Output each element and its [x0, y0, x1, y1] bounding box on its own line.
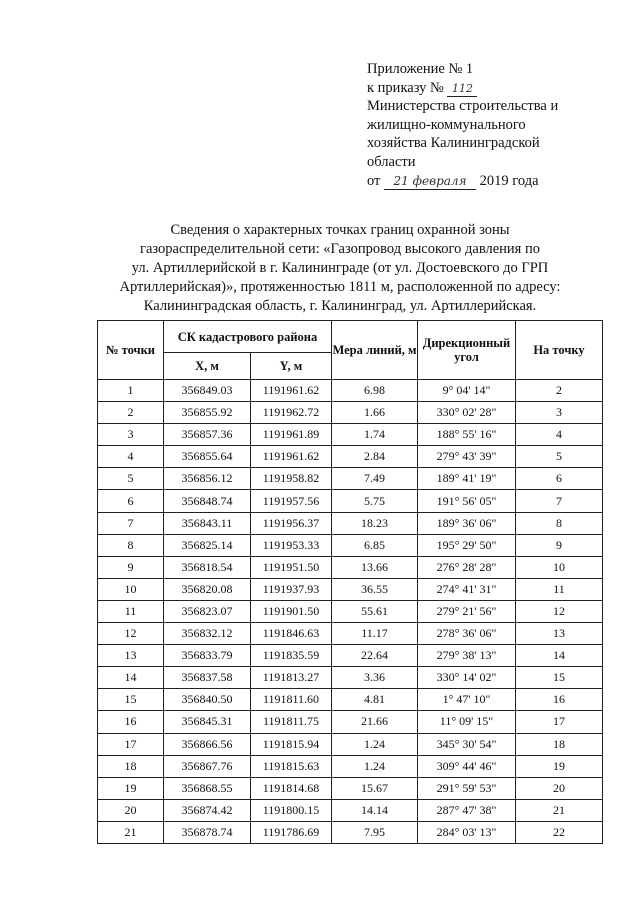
cell-direction-angle: 279° 38' 13": [418, 645, 516, 667]
cell-direction-angle: 195° 29' 50": [418, 534, 516, 556]
cell-point-number: 3: [98, 424, 164, 446]
annex-ministry-line-3: хозяйства Калининградской: [367, 135, 540, 152]
cell-line-length: 5.75: [332, 490, 418, 512]
cell-x: 356825.14: [164, 534, 251, 556]
cell-point-number: 9: [98, 556, 164, 578]
header-sk-district: СК кадастрового района: [164, 321, 332, 353]
cell-point-number: 2: [98, 402, 164, 424]
cell-to-point: 15: [516, 667, 603, 689]
heading-line-1: Сведения о характерных точках границ охранной зоны: [170, 222, 510, 238]
header-line-length: Мера линий, м: [332, 321, 418, 380]
table-row: [98, 578, 603, 600]
cell-to-point: 22: [516, 821, 603, 843]
cell-to-point: 12: [516, 600, 603, 622]
cell-x: 356878.74: [164, 821, 251, 843]
table-row: [98, 446, 603, 468]
cell-y: 1191815.63: [251, 755, 332, 777]
cell-y: 1191953.33: [251, 534, 332, 556]
cell-to-point: 19: [516, 755, 603, 777]
annex-title: Приложение № 1: [367, 61, 474, 77]
table-row: [98, 600, 603, 622]
cell-direction-angle: 330° 14' 02": [418, 667, 516, 689]
cell-direction-angle: 287° 47' 38": [418, 799, 516, 821]
cell-direction-angle: 11° 09' 15": [418, 711, 516, 733]
cell-x: 356843.11: [164, 512, 251, 534]
cell-y: 1191951.50: [251, 556, 332, 578]
cell-line-length: 6.98: [332, 380, 418, 402]
heading-line-5: Калининградская область, г. Калининград, ул. Артиллерийская.: [143, 298, 537, 314]
cell-point-number: 5: [98, 468, 164, 490]
cell-to-point: 7: [516, 490, 603, 512]
table-row: [98, 512, 603, 534]
cell-x: 356837.58: [164, 667, 251, 689]
cell-line-length: 14.14: [332, 799, 418, 821]
table-row: [98, 667, 603, 689]
cell-y: 1191814.68: [251, 777, 332, 799]
cell-line-length: 2.84: [332, 446, 418, 468]
table-row: [98, 755, 603, 777]
header-to-point: На точку: [516, 321, 603, 380]
cell-y: 1191962.72: [251, 402, 332, 424]
cell-direction-angle: 188° 55' 16": [418, 424, 516, 446]
cell-direction-angle: 189° 36' 06": [418, 512, 516, 534]
cell-y: 1191835.59: [251, 645, 332, 667]
cell-y: 1191956.37: [251, 512, 332, 534]
cell-line-length: 1.74: [332, 424, 418, 446]
table-row: [98, 380, 603, 402]
cell-y: 1191786.69: [251, 821, 332, 843]
cell-point-number: 20: [98, 799, 164, 821]
cell-direction-angle: 330° 02' 28": [418, 402, 516, 424]
cell-line-length: 13.66: [332, 556, 418, 578]
header-y: Y, м: [251, 353, 332, 380]
cell-to-point: 21: [516, 799, 603, 821]
order-number-handwritten: 112: [447, 81, 477, 97]
cell-x: 356833.79: [164, 645, 251, 667]
cell-direction-angle: 309° 44' 46": [418, 755, 516, 777]
cell-direction-angle: 345° 30' 54": [418, 733, 516, 755]
cell-point-number: 11: [98, 600, 164, 622]
cell-x: 356856.12: [164, 468, 251, 490]
annex-ministry-line-1: Министерства строительства и: [367, 98, 559, 115]
cell-x: 356845.31: [164, 711, 251, 733]
cell-line-length: 21.66: [332, 711, 418, 733]
table-row: [98, 733, 603, 755]
cell-y: 1191811.75: [251, 711, 332, 733]
cell-y: 1191846.63: [251, 623, 332, 645]
cell-y: 1191957.56: [251, 490, 332, 512]
header-point-number: № точки: [98, 321, 164, 380]
cell-line-length: 1.66: [332, 402, 418, 424]
cell-direction-angle: 279° 43' 39": [418, 446, 516, 468]
annex-date-prefix: от: [367, 172, 381, 189]
header-x: X, м: [164, 353, 251, 380]
cell-x: 356849.03: [164, 380, 251, 402]
annex-ministry-line-4: области: [367, 153, 416, 170]
cell-line-length: 7.49: [332, 468, 418, 490]
cell-to-point: 14: [516, 645, 603, 667]
cell-point-number: 19: [98, 777, 164, 799]
annex-date-line: [367, 172, 617, 191]
cell-direction-angle: 1° 47' 10": [418, 689, 516, 711]
cell-point-number: 7: [98, 512, 164, 534]
table-row: [98, 556, 603, 578]
annex-block: [367, 60, 617, 190]
cell-direction-angle: 291° 59' 53": [418, 777, 516, 799]
cell-direction-angle: 276° 28' 28": [418, 556, 516, 578]
cell-point-number: 10: [98, 578, 164, 600]
table-row: [98, 490, 603, 512]
cell-line-length: 11.17: [332, 623, 418, 645]
cell-x: 356855.92: [164, 402, 251, 424]
cell-point-number: 12: [98, 623, 164, 645]
cell-line-length: 15.67: [332, 777, 418, 799]
heading-line-2: газораспределительной сети: «Газопровод высокого давления по: [140, 241, 540, 257]
cell-to-point: 3: [516, 402, 603, 424]
cell-y: 1191815.94: [251, 733, 332, 755]
cell-to-point: 10: [516, 556, 603, 578]
cell-line-length: 36.55: [332, 578, 418, 600]
cell-to-point: 4: [516, 424, 603, 446]
cell-line-length: 1.24: [332, 755, 418, 777]
cell-x: 356855.64: [164, 446, 251, 468]
cell-direction-angle: 274° 41' 31": [418, 578, 516, 600]
table-row: [98, 623, 603, 645]
cell-y: 1191800.15: [251, 799, 332, 821]
cell-to-point: 17: [516, 711, 603, 733]
table-row: [98, 424, 603, 446]
cell-x: 356874.42: [164, 799, 251, 821]
cell-to-point: 2: [516, 380, 603, 402]
cell-to-point: 13: [516, 623, 603, 645]
document-heading: [90, 221, 590, 316]
cell-x: 356848.74: [164, 490, 251, 512]
cell-x: 356868.55: [164, 777, 251, 799]
cell-line-length: 6.85: [332, 534, 418, 556]
cell-point-number: 6: [98, 490, 164, 512]
cell-point-number: 4: [98, 446, 164, 468]
cell-y: 1191961.89: [251, 424, 332, 446]
table-row: [98, 777, 603, 799]
annex-order-line: [367, 79, 617, 98]
header-direction-angle: Дирекционный угол: [418, 321, 516, 380]
cell-to-point: 8: [516, 512, 603, 534]
coordinates-table: [97, 320, 603, 844]
date-handwritten: 21 февраля: [384, 174, 476, 190]
cell-x: 356857.36: [164, 424, 251, 446]
cell-direction-angle: 279° 21' 56": [418, 600, 516, 622]
cell-x: 356823.07: [164, 600, 251, 622]
cell-x: 356840.50: [164, 689, 251, 711]
table-row: [98, 534, 603, 556]
table-row: [98, 689, 603, 711]
coordinates-table-wrapper: [97, 320, 603, 844]
cell-point-number: 14: [98, 667, 164, 689]
cell-line-length: 7.95: [332, 821, 418, 843]
heading-line-3: ул. Артиллерийской в г. Калининграде (от ул. Достоевского до ГРП: [131, 260, 549, 276]
cell-x: 356818.54: [164, 556, 251, 578]
annex-date-suffix: 2019 года: [479, 172, 539, 189]
cell-line-length: 1.24: [332, 733, 418, 755]
cell-to-point: 5: [516, 446, 603, 468]
cell-point-number: 18: [98, 755, 164, 777]
annex-order-prefix: к приказу №: [367, 79, 444, 96]
cell-y: 1191937.93: [251, 578, 332, 600]
cell-line-length: 3.36: [332, 667, 418, 689]
cell-x: 356832.12: [164, 623, 251, 645]
cell-to-point: 6: [516, 468, 603, 490]
table-row: [98, 821, 603, 843]
cell-x: 356867.76: [164, 755, 251, 777]
cell-point-number: 15: [98, 689, 164, 711]
cell-x: 356866.56: [164, 733, 251, 755]
table-row: [98, 468, 603, 490]
table-row: [98, 799, 603, 821]
cell-direction-angle: 278° 36' 06": [418, 623, 516, 645]
cell-point-number: 16: [98, 711, 164, 733]
cell-y: 1191901.50: [251, 600, 332, 622]
table-row: [98, 711, 603, 733]
cell-point-number: 17: [98, 733, 164, 755]
cell-to-point: 20: [516, 777, 603, 799]
cell-direction-angle: 284° 03' 13": [418, 821, 516, 843]
cell-direction-angle: 9° 04' 14": [418, 380, 516, 402]
cell-x: 356820.08: [164, 578, 251, 600]
cell-line-length: 55.61: [332, 600, 418, 622]
cell-to-point: 11: [516, 578, 603, 600]
cell-y: 1191811.60: [251, 689, 332, 711]
cell-y: 1191961.62: [251, 446, 332, 468]
cell-point-number: 13: [98, 645, 164, 667]
cell-direction-angle: 189° 41' 19": [418, 468, 516, 490]
cell-to-point: 18: [516, 733, 603, 755]
table-row: [98, 402, 603, 424]
cell-line-length: 22.64: [332, 645, 418, 667]
cell-y: 1191961.62: [251, 380, 332, 402]
cell-point-number: 21: [98, 821, 164, 843]
table-row: [98, 645, 603, 667]
table-body: [98, 380, 603, 844]
cell-point-number: 8: [98, 534, 164, 556]
cell-y: 1191813.27: [251, 667, 332, 689]
annex-ministry-line-2: жилищно-коммунального: [367, 116, 526, 133]
cell-y: 1191958.82: [251, 468, 332, 490]
cell-to-point: 16: [516, 689, 603, 711]
cell-point-number: 1: [98, 380, 164, 402]
heading-line-4: Артиллерийская)», протяженностью 1811 м, расположенной по адресу:: [119, 279, 561, 295]
cell-line-length: 18.23: [332, 512, 418, 534]
cell-line-length: 4.81: [332, 689, 418, 711]
cell-to-point: 9: [516, 534, 603, 556]
cell-direction-angle: 191° 56' 05": [418, 490, 516, 512]
